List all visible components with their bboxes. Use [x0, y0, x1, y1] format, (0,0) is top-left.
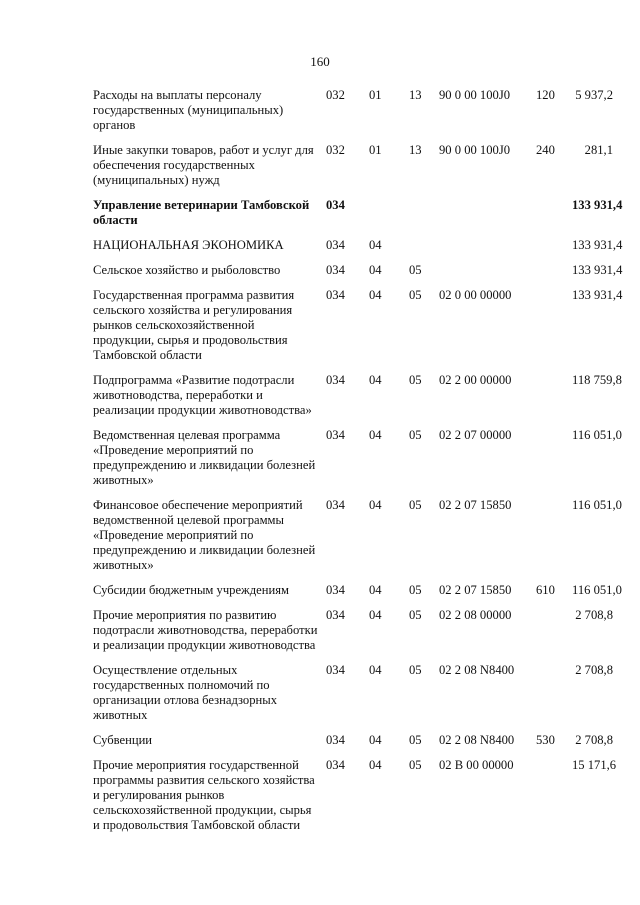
code-subsection: 05 [409, 263, 422, 277]
code-expense-type [536, 663, 572, 733]
code-expense-type [536, 198, 572, 238]
code-subsection: 05 [409, 733, 422, 747]
row-name: НАЦИОНАЛЬНАЯ ЭКОНОМИКА [93, 238, 284, 252]
code-section: 04 [369, 498, 382, 512]
code-section: 04 [369, 608, 382, 622]
code-target-article: 02 2 07 15850 [439, 583, 512, 597]
code-grbs: 034 [326, 663, 345, 677]
row-amount: 116 051,0 [572, 498, 622, 512]
code-section: 01 [369, 143, 382, 157]
table-row [93, 758, 613, 843]
code-section [369, 198, 409, 238]
row-amount: 133 931,4 [572, 198, 623, 212]
table-row [93, 288, 613, 373]
table-row [93, 88, 613, 143]
row-amount: 133 931,4 [572, 263, 623, 277]
row-name: Субвенции [93, 733, 153, 747]
code-grbs: 032 [326, 143, 345, 157]
code-grbs: 034 [326, 238, 345, 252]
row-amount: 2 708,8 [575, 663, 613, 677]
row-amount: 116 051,0 [572, 583, 622, 597]
code-grbs: 034 [326, 608, 345, 622]
row-amount: 133 931,4 [572, 288, 623, 302]
code-subsection: 05 [409, 608, 422, 622]
code-expense-type [536, 238, 572, 263]
row-name: Ведомственная целевая программа «Проведение мероприятий по предупреждению и ликвидации болезней животных» [93, 428, 316, 487]
row-name: Государственная программа развития сельского хозяйства и регулирования рынков сельскохозяйственной продукции, сырья и продовольствия Тамбовской области [93, 288, 295, 362]
row-amount: 281,1 [584, 143, 613, 157]
table-row [93, 498, 613, 583]
row-name: Субсидии бюджетным учреждениям [93, 583, 289, 597]
row-name: Расходы на выплаты персоналу государственных (муниципальных) органов [93, 88, 284, 132]
code-section: 01 [369, 88, 382, 102]
code-section: 04 [369, 428, 382, 442]
code-subsection: 05 [409, 663, 422, 677]
code-section: 04 [369, 733, 382, 747]
table-row [93, 198, 613, 238]
code-subsection: 05 [409, 428, 422, 442]
code-grbs: 034 [326, 428, 345, 442]
code-expense-type [536, 288, 572, 373]
code-subsection: 05 [409, 288, 422, 302]
code-target-article: 02 2 07 15850 [439, 498, 512, 512]
row-name: Управление ветеринарии Тамбовской области [93, 198, 310, 227]
code-section: 04 [369, 263, 382, 277]
code-target-article [439, 238, 536, 263]
code-target-article: 02 2 00 00000 [439, 373, 512, 387]
budget-table [93, 88, 623, 843]
code-section: 04 [369, 288, 382, 302]
code-grbs: 034 [326, 498, 345, 512]
table-body [93, 88, 623, 843]
code-subsection: 05 [409, 583, 422, 597]
code-grbs: 032 [326, 88, 345, 102]
code-subsection: 05 [409, 498, 422, 512]
page-number: 160 [310, 54, 330, 69]
code-target-article: 90 0 00 100J0 [439, 143, 511, 157]
code-section: 04 [369, 373, 382, 387]
code-grbs: 034 [326, 198, 345, 212]
code-expense-type [536, 428, 572, 498]
code-section: 04 [369, 663, 382, 677]
row-name: Иные закупки товаров, работ и услуг для обеспечения государственных (муниципальных) нужд [93, 143, 314, 187]
row-amount: 5 937,2 [575, 88, 613, 102]
table-row [93, 143, 613, 198]
table-row [93, 428, 613, 498]
code-subsection: 13 [409, 143, 422, 157]
row-name: Подпрограмма «Развитие подотрасли животноводства, переработки и реализации продукции животноводства» [93, 373, 312, 417]
row-name: Сельское хозяйство и рыболовство [93, 263, 281, 277]
code-grbs: 034 [326, 373, 345, 387]
code-target-article [439, 263, 536, 288]
code-expense-type: 610 [536, 583, 555, 597]
code-section: 04 [369, 238, 382, 252]
row-name: Прочие мероприятия по развитию подотрасли животноводства, переработки и реализации продукции животноводства [93, 608, 318, 652]
table-row [93, 263, 613, 288]
code-expense-type: 240 [536, 143, 555, 157]
code-target-article [439, 198, 536, 238]
row-amount: 116 051,0 [572, 428, 622, 442]
code-target-article: 02 2 08 N8400 [439, 733, 515, 747]
code-target-article: 90 0 00 100J0 [439, 88, 511, 102]
table-row [93, 583, 613, 608]
code-target-article: 02 0 00 00000 [439, 288, 512, 302]
row-amount: 2 708,8 [575, 608, 613, 622]
code-target-article: 02 В 00 00000 [439, 758, 514, 772]
code-expense-type [536, 498, 572, 583]
code-subsection: 13 [409, 88, 422, 102]
table-row [93, 663, 613, 733]
code-grbs: 034 [326, 288, 345, 302]
table-row [93, 608, 613, 663]
row-name: Прочие мероприятия государственной программы развития сельского хозяйства и регулирования рынков сельскохозяйственной продукции, сырья и продовольствия Тамбовской области [93, 758, 315, 832]
row-name: Осуществление отдельных государственных полномочий по организации отлова безнадзорных животных [93, 663, 278, 722]
table-row [93, 733, 613, 758]
code-grbs: 034 [326, 263, 345, 277]
code-section: 04 [369, 758, 382, 772]
code-expense-type: 120 [536, 88, 555, 102]
code-subsection: 05 [409, 758, 422, 772]
row-amount: 118 759,8 [572, 373, 622, 387]
code-grbs: 034 [326, 758, 345, 772]
code-expense-type [536, 758, 572, 843]
code-subsection [409, 198, 439, 238]
code-expense-type [536, 373, 572, 428]
row-amount: 133 931,4 [572, 238, 623, 252]
code-target-article: 02 2 07 00000 [439, 428, 512, 442]
code-target-article: 02 2 08 00000 [439, 608, 512, 622]
table-row [93, 373, 613, 428]
code-grbs: 034 [326, 583, 345, 597]
code-section: 04 [369, 583, 382, 597]
row-amount: 2 708,8 [575, 733, 613, 747]
row-name: Финансовое обеспечение мероприятий ведомственной целевой программы «Проведение мероприятий по предупреждению и ликвидации болезней животных» [93, 498, 316, 572]
code-subsection [409, 238, 439, 263]
row-amount: 15 171,6 [572, 758, 617, 772]
code-expense-type [536, 608, 572, 663]
code-expense-type [536, 263, 572, 288]
code-expense-type: 530 [536, 733, 555, 747]
table-row [93, 238, 613, 263]
code-subsection: 05 [409, 373, 422, 387]
code-target-article: 02 2 08 N8400 [439, 663, 515, 677]
code-grbs: 034 [326, 733, 345, 747]
